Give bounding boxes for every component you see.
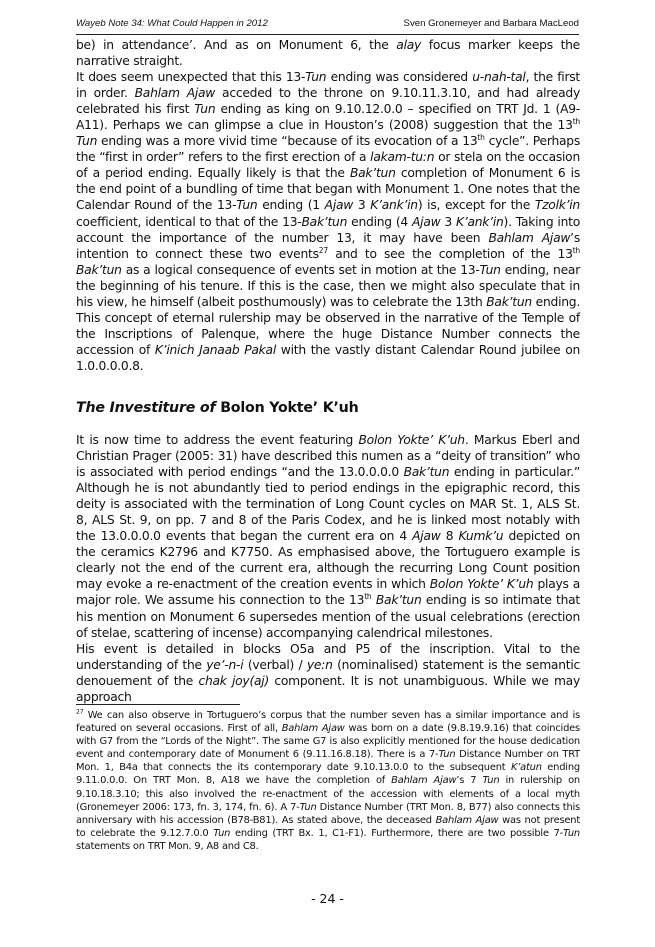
italic-term: Ajaw: [412, 529, 441, 544]
text-run: His event is detailed in blocks O5a and P5 of the inscription. Vital to the understanding of the: [76, 641, 580, 672]
text-run: component. It is not unambiguous. While we may approach: [76, 673, 580, 704]
italic-term: Bak’tun: [349, 166, 396, 181]
italic-term: K’ank’in: [456, 214, 504, 229]
italic-term: K’ank’in: [370, 198, 418, 213]
superscript: th: [572, 245, 580, 255]
italic-term: ye’-n-i: [206, 657, 244, 672]
italic-term: Tun: [236, 198, 258, 213]
text-run: It does seem unexpected that this 13-: [76, 70, 306, 85]
italic-term: Bahlam Ajaw: [391, 775, 457, 787]
text-run: It is now time to address the event featuring: [76, 433, 359, 447]
italic-term: Tun: [305, 70, 327, 85]
italic-term: Tzolk’in: [534, 198, 580, 213]
footnote-paragraph: [76, 709, 580, 853]
text-run: Distance Number on TRT Mon. 1, B4a that connects the its contemporary date 9.10.13.0.0 to the subsequent: [76, 749, 581, 774]
text-run: ending, near the beginning of his tenure. If this is the case, then we might also speculate that in his view, he himself (albeit posthumously) was to celebrate the 13th: [76, 262, 580, 309]
text-run: be) in attendance’. And as on Monument 6, the: [76, 38, 397, 52]
text-run: was born on a date (9.8.19.9.16) that coincides with G7 from the “Lords of the Night”. The same G7 is also explicitly mentioned for the house dedication event and contemporary date of Monument 6 (9.11.16.8.18). There is a 7-: [76, 723, 580, 761]
text-run: 3: [440, 214, 456, 229]
text-run: ending as king on 9.10.12.0.0 – specified on TRT Jd. 1 (A9-A11). Perhaps we can glimpse a clue in Houston’s (2008) suggestion that the 13: [76, 102, 580, 133]
italic-term: Bak’tun: [375, 593, 422, 608]
page-number: - 24 -: [311, 891, 344, 906]
superscript: th: [364, 592, 372, 602]
text-run: ending (1: [257, 198, 325, 213]
italic-term: Tun: [482, 775, 500, 787]
italic-term: lakam-tu:n: [370, 150, 435, 165]
italic-term: alay: [396, 38, 422, 52]
italic-term: Tun: [479, 262, 501, 277]
italic-term: u-nah-tal: [472, 70, 526, 85]
header-authors: Sven Gronemeyer and Barbara MacLeod: [403, 17, 579, 29]
superscript: 27: [76, 708, 84, 716]
body-text-bottom: [76, 432, 580, 705]
paragraph: [76, 641, 580, 705]
text-run: ’s 7: [456, 775, 483, 787]
italic-term: chak joy(aj): [198, 673, 269, 688]
text-run: focus marker keeps the narrative straight.: [76, 38, 581, 69]
running-header: [76, 14, 579, 32]
italic-term: K’atun: [510, 762, 542, 774]
paragraph: [76, 37, 580, 69]
italic-term: Bak’tun: [403, 465, 450, 480]
italic-term: Tun: [438, 749, 456, 761]
footnote-27: [76, 709, 580, 853]
text-run: ). Taking into account the importance of the number 13, it may have been: [76, 214, 580, 245]
italic-term: Bak’tun: [76, 262, 122, 277]
italic-term: ye:n: [306, 657, 333, 672]
paragraph: [76, 69, 580, 374]
text-run: Distance Number (TRT Mon. 8, B77) also connects this anniversary with his accession (B78-B81). As stated above, the deceased: [76, 801, 580, 826]
text-run: , the first in order.: [76, 70, 581, 101]
section-heading-italic: The Investiture of: [76, 400, 216, 416]
italic-term: Bahlam Ajaw: [435, 814, 499, 826]
italic-term: Kumk’u: [458, 529, 504, 544]
italic-term: Tun: [194, 102, 216, 117]
text-run: ending was a more vivid time “because of its evocation of a 13: [97, 134, 478, 149]
italic-term: Bahlam Ajaw: [134, 86, 216, 101]
superscript: 27: [318, 245, 328, 255]
text-run: with the vastly distant Calendar Round jubilee on 1.0.0.0.0.8.: [76, 342, 581, 373]
italic-term: Tun: [563, 827, 580, 839]
italic-term: Bolon Yokte’ K’uh: [429, 577, 534, 592]
text-run: 3: [353, 198, 371, 213]
text-run: ending (TRT Bx. 1, C1-F1). Furthermore, there are two possible 7-: [230, 827, 564, 839]
text-run: ending 9.11.0.0.0. On TRT Mon. 8, A18 we have the completion of: [76, 762, 580, 787]
footnote-divider: [76, 704, 240, 705]
text-run: or stela on the occasion of a period ending. Equally likely is that the: [76, 150, 580, 181]
italic-term: Bolon Yokte’ K’uh: [358, 433, 465, 447]
text-run: ) is, except for the: [417, 198, 535, 213]
header-title: Wayeb Note 34: What Could Happen in 2012: [76, 17, 268, 29]
text-run: and to see the completion of the 13: [327, 246, 573, 261]
text-run: ending was considered: [326, 70, 473, 85]
text-run: ’s intention to connect these two events: [76, 230, 580, 261]
text-run: plays a major role. We assume his connection to the 13: [76, 577, 581, 608]
italic-term: Bahlam Ajaw: [488, 230, 571, 245]
text-run: ending in particular.” Although he is not abundantly tied to period endings in the epigraphic record, this deity is associated with the termination of Long Count cycles on MAR St. 1, ALS St. 8, ALS St. 9, on pp. 7 and 8 of the Paris Codex, and he is linked most notably with the 13.0.0.0.0 events that began the current era on 4: [76, 465, 580, 544]
italic-term: Ajaw: [411, 214, 441, 229]
text-run: statements on TRT Mon. 9, A8 and C8.: [76, 840, 259, 852]
paragraph: [76, 432, 580, 641]
text-run: acceded to the throne on 9.10.11.3.10, and had already celebrated his first: [76, 86, 580, 117]
italic-term: K’inich Janaab Pakal: [154, 342, 276, 357]
text-run: . Markus Eberl and Christian Prager (2005: 31) have described this numen as a “deity of transition” who is associated with period endings “and the 13.0.0.0.0: [76, 433, 580, 480]
text-run: cycle”. Perhaps the “first in order” refers to the first erection of a: [76, 134, 580, 165]
text-run: was not present to celebrate the 9.12.7.0.0: [76, 814, 580, 839]
text-run: We can also observe in Tortuguero’s corpus that the number seven has a similar importance and is featured on several occasions. First of all,: [76, 710, 580, 735]
text-run: 8: [440, 529, 459, 544]
superscript: th: [572, 117, 580, 127]
italic-term: Tun: [76, 134, 98, 149]
text-run: (nominalised) statement is the semantic denouement of the: [76, 657, 580, 688]
italic-term: Bak’tun: [301, 214, 348, 229]
text-run: ending. This concept of eternal rulership may be observed in the narrative of the Temple of the Inscriptions of Palenque, where the huge Distance Number connects the accession of: [76, 294, 580, 357]
italic-term: Ajaw: [324, 198, 354, 213]
header-divider: [76, 34, 579, 35]
italic-term: Tun: [213, 827, 231, 839]
text-run: depicted on the ceramics K2796 and K7750. As emphasised above, the Tortuguero example is clearly not the end of the current era, although the recurring Long Count position may evoke a re-enactment of the creation events in which: [76, 529, 580, 592]
text-run: (verbal) /: [243, 657, 307, 672]
text-run: completion of Monument 6 is the end point of a bundling of time that began with Monument 1. One notes that the Calendar Round of the 13-: [76, 166, 580, 213]
italic-term: Bak’tun: [486, 294, 532, 309]
italic-term: Bahlam Ajaw: [281, 723, 345, 735]
body-text-top: [76, 37, 580, 374]
text-run: as a logical consequence of events set in motion at the 13-: [121, 262, 480, 277]
text-run: ending (4: [347, 214, 412, 229]
superscript: th: [477, 133, 485, 143]
section-heading-deity: Bolon Yokte’ K’uh: [215, 400, 359, 416]
text-run: in rulership on 9.10.18.3.10; this also involved the re-enactment of the accession with elements of a local myth (Gronemeyer 2006: 173, fn. 3, 174, fn. 6). A 7-: [76, 775, 580, 813]
text-run: coefficient, identical to that of the 13-: [76, 214, 302, 229]
text-run: ending is so intimate that his mention on Monument 6 supersedes mention of the usual celebrations (erection of stelae, scattering of incense) accompanying calendrical milestones.: [76, 593, 580, 640]
italic-term: Tun: [299, 801, 317, 813]
section-heading: [76, 400, 580, 416]
